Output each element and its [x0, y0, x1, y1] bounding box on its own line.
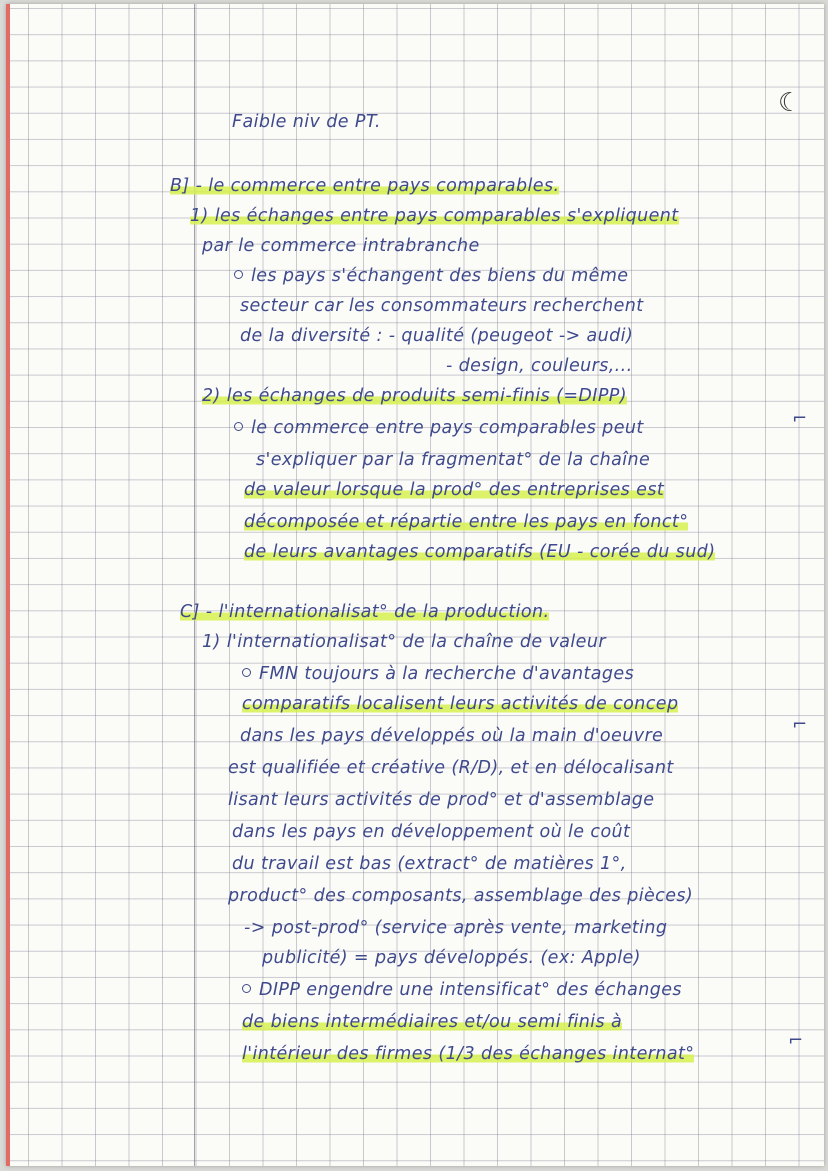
note-line: l'intérieur des firmes (1/3 des échanges internat°	[242, 1044, 695, 1064]
note-line: dans les pays en développement où le coût	[232, 822, 631, 842]
subheading: 1) les échanges entre pays comparables s'expliquent	[190, 206, 679, 226]
note-line: product° des composants, assemblage des pièces)	[228, 886, 694, 906]
note-line: comparatifs localisent leurs activités de concep	[242, 694, 679, 714]
note-line: s'expliquer par la fragmentat° de la chaîne	[256, 450, 651, 470]
bullet-item: FMN toujours à la recherche d'avantages	[242, 664, 634, 684]
note-line: lisant leurs activités de prod° et d'assemblage	[228, 790, 655, 810]
section-heading-c: C] - l'internationalisat° de la production.	[180, 602, 550, 622]
note-line: secteur car les consommateurs recherchent	[240, 296, 644, 316]
note-mark: ⌐	[788, 1030, 804, 1051]
note-line: Faible niv de PT.	[232, 112, 381, 132]
moon-icon: ☾	[778, 88, 802, 118]
section-heading-b: B] - le commerce entre pays comparables.	[170, 176, 560, 196]
subheading: 2) les échanges de produits semi-finis (=DIPP)	[202, 386, 627, 406]
red-margin-line	[6, 4, 10, 1166]
note-line: est qualifiée et créative (R/D), et en délocalisant	[228, 758, 674, 778]
note-line: de leurs avantages comparatifs (EU - corée du sud)	[244, 542, 716, 562]
subheading: 1) l'internationalisat° de la chaîne de valeur	[202, 632, 606, 652]
note-line: de la diversité : - qualité (peugeot -> audi)	[240, 326, 634, 346]
note-line: de valeur lorsque la prod° des entreprises est	[244, 480, 665, 500]
bullet-icon	[242, 984, 251, 993]
bullet-icon	[234, 270, 243, 279]
note-line: de biens intermédiaires et/ou semi finis à	[242, 1012, 623, 1032]
bullet-icon	[234, 422, 243, 431]
note-line: -> post-prod° (service après vente, marketing	[244, 918, 668, 938]
note-line: - design, couleurs,...	[446, 356, 633, 376]
note-line: dans les pays développés où la main d'oeuvre	[240, 726, 664, 746]
bullet-item: les pays s'échangent des biens du même	[234, 266, 628, 286]
bullet-item: le commerce entre pays comparables peut	[234, 418, 644, 438]
note-line: publicité) = pays développés. (ex: Apple)	[262, 948, 641, 968]
note-line: décomposée et répartie entre les pays en fonct°	[244, 512, 689, 532]
note-line: par le commerce intrabranche	[202, 236, 480, 256]
note-mark: ⌐	[792, 408, 808, 429]
note-mark: ⌐	[792, 714, 808, 735]
note-line: du travail est bas (extract° de matières 1°,	[232, 854, 627, 874]
bullet-icon	[242, 668, 251, 677]
bullet-item: DIPP engendre une intensificat° des échanges	[242, 980, 682, 1000]
notebook-page	[6, 4, 824, 1166]
